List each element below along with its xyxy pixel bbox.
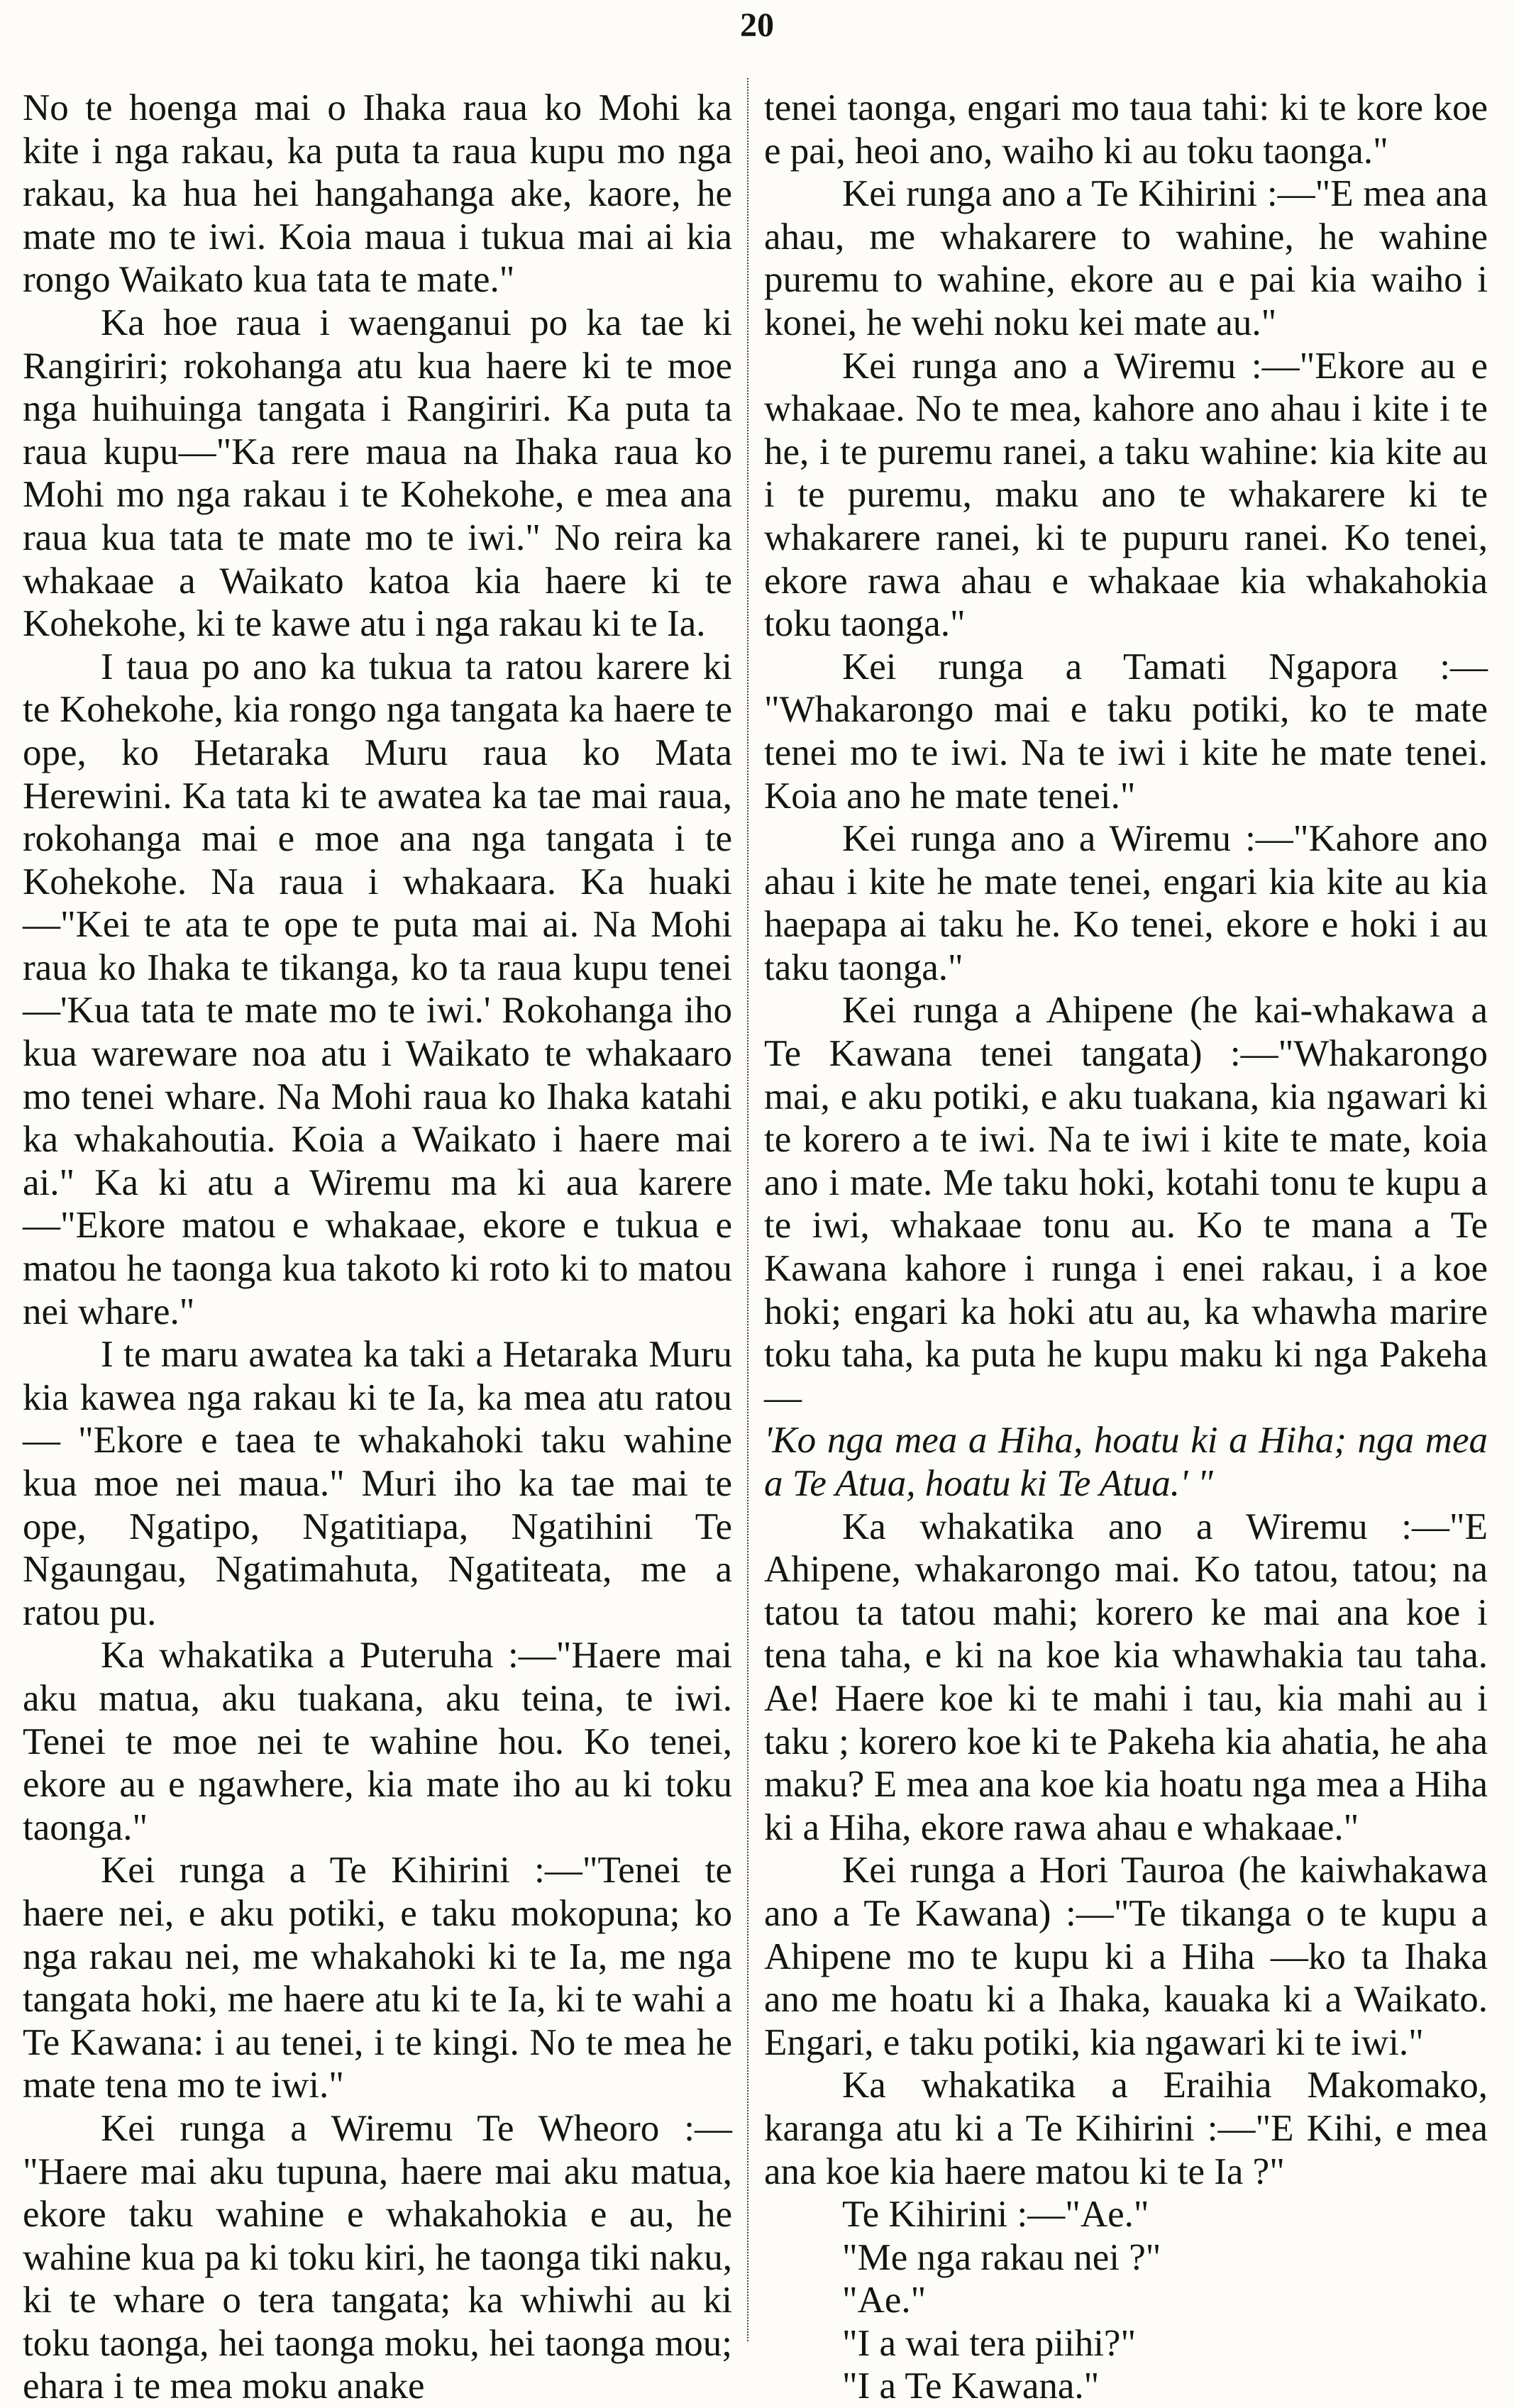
paragraph: "I a wai tera piihi?" <box>842 2322 1137 2364</box>
paragraph: Te Kihirini :—"Ae." <box>842 2194 1149 2236</box>
paragraph: "Me nga rakau nei ?" <box>842 2236 1161 2278</box>
paragraph: Kei runga a Te Kihirini :—"Tenei te haere nei, e aku potiki, e taku mokopuna; ko nga rakau nei, me whakahoki ki te Ia, me nga tangata hoki, me haere atu ki te Ia, ki te wahi a Te Kawana: i au tenei, i te kingi. No te mea he mate tena mo te iwi." <box>23 1850 732 2106</box>
paragraph: Kei runga a Ahipene (he kai-whakawa a Te Kawana tenei tangata) :—"Whakarongo mai, e aku potiki, e aku tuakana, kia ngawari ki te korero a te iwi. Na te iwi i kite te mate, koia ano i mate. Me taku hoki, kotahi tonu te kupu a te iwi, whakaae tonu au. Ko te mana a Te Kawana kahore i runga i enei rakau, i a koe hoki; engari ka hoki atu au, ka whawha marire toku taha, ka puta he kupu maku ki nga Pakeha— <box>764 990 1488 1418</box>
page-number: 20 <box>740 6 774 44</box>
paragraph: No te hoenga mai o Ihaka raua ko Mohi ka kite i nga rakau, ka puta ta raua kupu mo nga rakau, ka hua hei hangahanga ake, kaore, he mate mo te iwi. Koia maua i tukua mai ai kia rongo Waikato kua tata te mate." <box>23 87 732 301</box>
paragraph: Ka whakatika a Eraihia Makomako, karanga atu ki a Te Kihirini :—"E Kihi, e mea ana koe kia haere matou ki te Ia ?" <box>764 2065 1488 2192</box>
paragraph: tenei taonga, engari mo taua tahi: ki te kore koe e pai, heoi ano, waiho ki au toku taonga." <box>764 87 1488 172</box>
paragraph: I taua po ano ka tukua ta ratou karere ki te Kohekohe, kia rongo nga tangata ka haere te ope, ko Hetaraka Muru raua ko Mata Herewini. Ka tata ki te awatea ka tae mai raua, rokohanga mai e moe ana nga tangata i te Kohekohe. Na raua i whakaara. Ka huaki —"Kei te ata te ope te puta mai ai. Na Mohi raua ko Ihaka te tikanga, ko ta raua kupu tenei—'Kua tata te mate mo te iwi.' Rokohanga iho kua wareware noa atu i Waikato te whakaaro mo tenei whare. Na Mohi raua ko Ihaka katahi ka whakahoutia. Koia a Waikato i haere mai ai." Ka ki atu a Wiremu ma ki aua karere—"Ekore matou e whakaae, ekore e tukua e matou he taonga kua takoto ki roto ki to matou nei whare." <box>23 646 732 1332</box>
paragraph: Ka whakatika ano a Wiremu :—"E Ahipene, whakarongo mai. Ko tatou, tatou; na tatou ta tatou mahi; korero ke mai ana koe i tena taha, e ki na koe kia whawhakia tau taha. Ae! Haere koe ki te mahi i tau, kia mahi au i taku ; korero koe ki te Pakeha kia ahatia, he aha maku? E mea ana koe kia hoatu nga mea a Hiha ki a Hiha, ekore rawa ahau e whakaae." <box>764 1506 1488 1848</box>
italic-quote: 'Ko nga mea a Hiha, hoatu ki a Hiha; nga mea a Te Atua, hoatu ki Te Atua.' " <box>764 1420 1488 1504</box>
paragraph: Kei runga a Wiremu Te Wheoro :— "Haere mai aku tupuna, haere mai aku matua, ekore taku wahine e whakahokia e au, he wahine kua pa ki toku kiri, he taonga tiki naku, ki te whare o tera tangata; ka whiwhi au ki toku taonga, hei taonga moku, hei taonga mou; ehara i te mea moku anake <box>23 2107 732 2407</box>
paragraph: Kei runga a Tamati Ngapora :— "Whakarongo mai e taku potiki, ko te mate tenei mo te iwi. Na te iwi i kite he mate tenei. Koia ano he mate tenei." <box>764 646 1488 817</box>
paragraph: Kei runga a Hori Tauroa (he kaiwhakawa ano a Te Kawana) :—"Te tikanga o te kupu a Ahipene mo te kupu ki a Hiha —ko ta Ihaka ano me hoatu ki a Ihaka, kauaka ki a Waikato. Engari, e taku potiki, kia ngawari ki te iwi." <box>764 1850 1488 2063</box>
paragraph: Kei runga ano a Wiremu :—"Kahore ano ahau i kite he mate tenei, engari kia kite au kia haepapa ai taku he. Ko tenei, ekore e hoki i au taku taonga." <box>764 818 1488 988</box>
left-column <box>23 87 732 2408</box>
column-divider <box>747 78 748 2341</box>
paragraph: Kei runga ano a Wiremu :—"Ekore au e whakaae. No te mea, kahore ano ahau i kite i te he, i te puremu ranei, a taku wahine: kia kite au i te puremu, maku ano te whakarere ki te whakarere ranei, ki te pupuru ranei. Ko tenei, ekore rawa ahau e whakaae kia whakahokia toku taonga." <box>764 345 1488 645</box>
paragraph: "Ae." <box>842 2280 927 2321</box>
paragraph: I te maru awatea ka taki a Hetaraka Muru kia kawea nga rakau ki te Ia, ka mea atu ratou — "Ekore e taea te whakahoki taku wahine kua moe nei maua." Muri iho ka tae mai te ope, Ngatipo, Ngatitiapa, Ngatihini Te Ngaungau, Ngatimahuta, Ngatiteata, me a ratou pu. <box>23 1334 732 1633</box>
right-column <box>764 87 1488 2408</box>
paragraph: "I a Te Kawana." <box>842 2365 1100 2407</box>
paragraph: Ka whakatika a Puteruha :—"Haere mai aku matua, aku tuakana, aku teina, te iwi. Tenei te moe nei te wahine hou. Ko tenei, ekore au e ngawhere, kia mate iho au ki toku taonga." <box>23 1635 732 1848</box>
paragraph: Kei runga ano a Te Kihirini :—"E mea ana ahau, me whakarere to wahine, he wahine puremu to wahine, ekore au e pai kia waiho i konei, he wehi noku kei mate au." <box>764 173 1488 343</box>
paragraph: Ka hoe raua i waenganui po ka tae ki Rangiriri; rokohanga atu kua haere ki te moe nga huihuinga tangata i Rangiriri. Ka puta ta raua kupu—"Ka rere maua na Ihaka raua ko Mohi mo nga rakau i te Kohekohe, e mea ana raua kua tata te mate mo te iwi." No reira ka whakaae a Waikato katoa kia haere ki te Kohekohe, ki te kawe atu i nga rakau ki te Ia. <box>23 302 732 645</box>
